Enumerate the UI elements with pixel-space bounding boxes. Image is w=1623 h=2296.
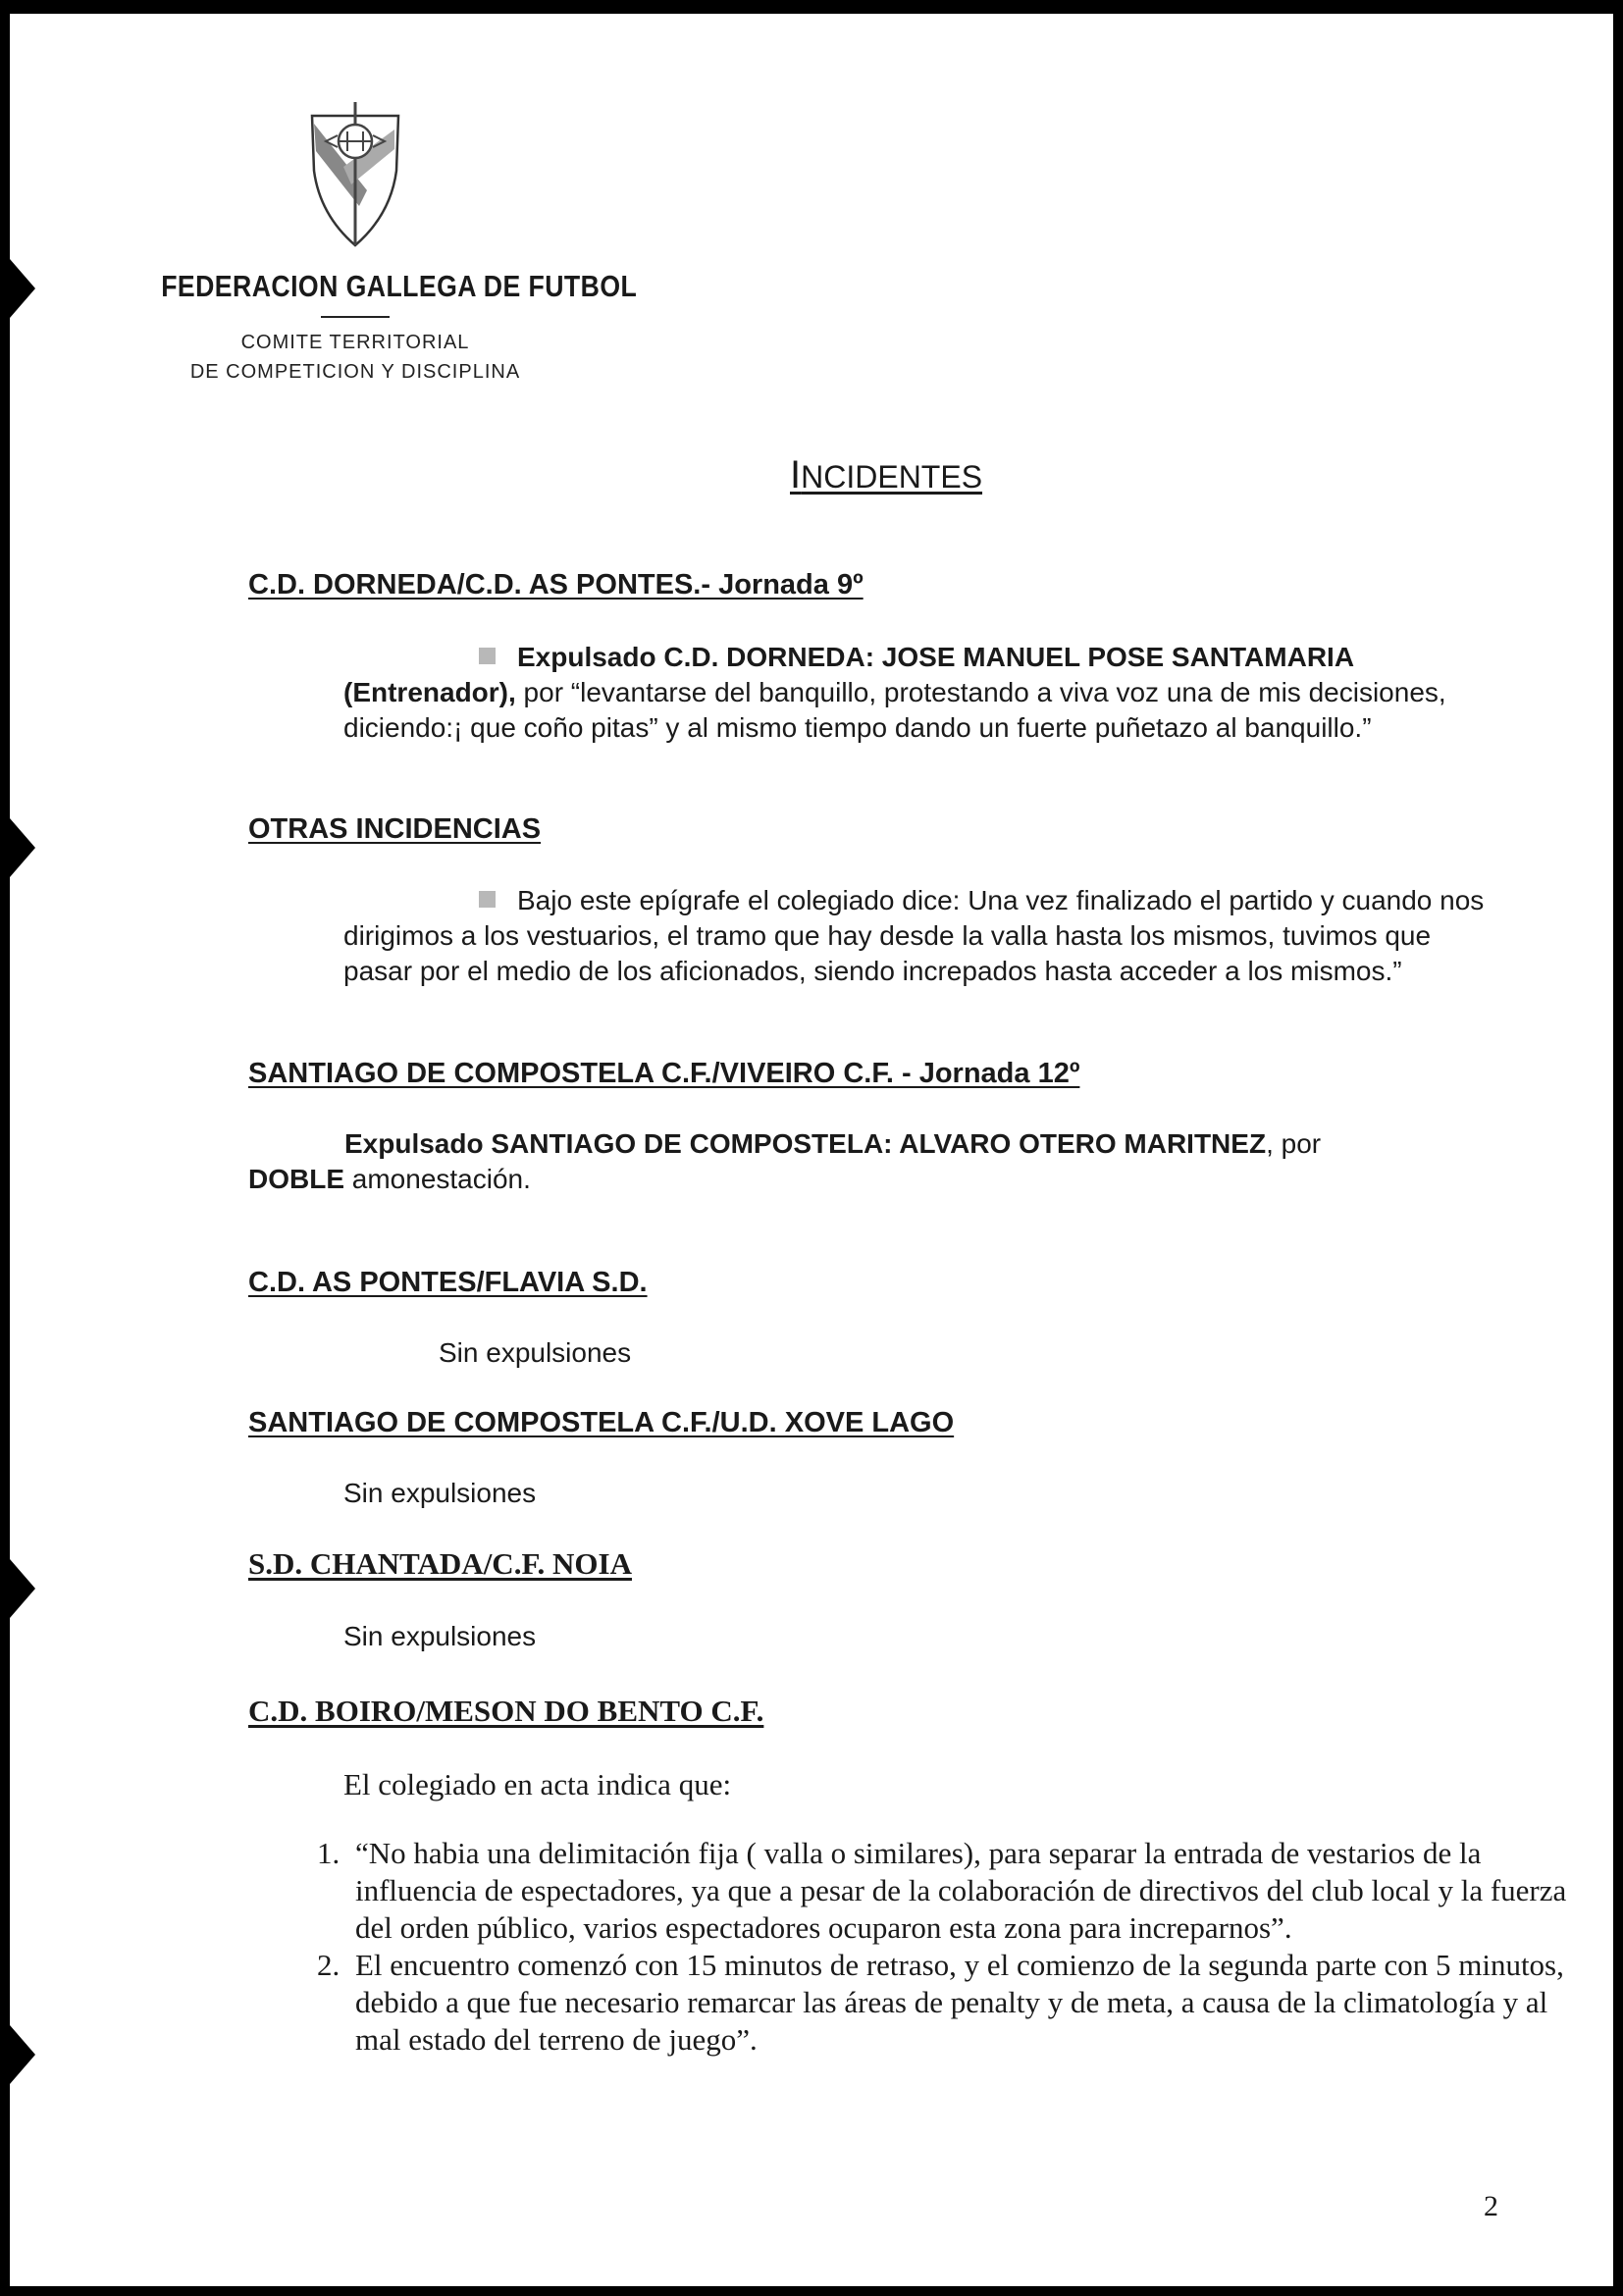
list-item: 2. El encuentro comenzó con 15 minutos de retraso, y el comienzo de la segunda parte con 5 minutos, debido a que fue necesario remarcar las áreas de penalty y de meta, a causa de la climatología y al mal estado del terreno de juego”. <box>347 1947 1584 2059</box>
federation-shield-logo <box>308 102 402 249</box>
page-tear <box>10 259 35 318</box>
section-heading: C.D. AS PONTES/FLAVIA S.D. <box>248 1267 648 1298</box>
square-bullet-icon <box>479 891 496 908</box>
square-bullet-icon <box>479 648 496 664</box>
page-tear <box>10 2025 35 2084</box>
section-heading: S.D. CHANTADA/C.F. NOIA <box>248 1546 632 1581</box>
federation-name: FEDERACION GALLEGA DE FUTBOL <box>161 269 638 303</box>
page-tear <box>10 1559 35 1618</box>
page-tear <box>10 818 35 877</box>
page-title: INCIDENTES <box>790 453 983 496</box>
incident-list <box>285 1835 1584 2059</box>
document-page <box>10 14 1613 2286</box>
section-paragraph: Sin expulsiones <box>439 1337 632 1368</box>
page-number: 2 <box>1484 2190 1498 2222</box>
section-heading: C.D. BOIRO/MESON DO BENTO C.F. <box>248 1694 764 1728</box>
divider <box>321 316 390 318</box>
section-heading: SANTIAGO DE COMPOSTELA C.F./U.D. XOVE LAGO <box>248 1407 955 1438</box>
section-heading: C.D. DORNEDA/C.D. AS PONTES.- Jornada 9º <box>248 569 864 600</box>
section-heading: SANTIAGO DE COMPOSTELA C.F./VIVEIRO C.F. - Jornada 12º <box>248 1058 1080 1089</box>
section-paragraph: Bajo este epígrafe el colegiado dice: Una vez finalizado el partido y cuando nos dirigimos a los vestuarios, el tramo que hay desde la valla hasta los mismos, tuvimos que pasar por el medio de los aficionados, siendo increpados hasta acceder a los mismos.” <box>343 885 1485 986</box>
section-paragraph: Expulsado SANTIAGO DE COMPOSTELA: ALVARO OTERO MARITNEZ, por DOBLE amonestación. <box>248 1128 1322 1194</box>
section-paragraph: Sin expulsiones <box>343 1478 537 1508</box>
list-item: 1. “No habia una delimitación fija ( valla o similares), para separar la entrada de vestarios de la influencia de espectadores, ya que a pesar de la colaboración de directivos del club local y la fuerza del orden público, varios espectadores ocuparon esta zona para increparnos”. <box>347 1835 1584 1947</box>
section-paragraph: El colegiado en acta indica que: <box>343 1767 732 1801</box>
committee-line-2: DE COMPETICION Y DISCIPLINA <box>189 361 521 383</box>
letterhead <box>130 102 638 387</box>
section-paragraph: Sin expulsiones <box>343 1621 537 1651</box>
committee-line-1: COMITE TERRITORIAL <box>240 332 470 353</box>
section-paragraph: Expulsado C.D. DORNEDA: JOSE MANUEL POSE SANTAMARIA (Entrenador), por “levantarse del banquillo, protestando a viva voz una de mis decisiones, diciendo:¡ que coño pitas” y al mismo tiempo dando un fuerte puñetazo al banquillo.” <box>343 642 1446 743</box>
section-heading: OTRAS INCIDENCIAS <box>248 813 542 845</box>
